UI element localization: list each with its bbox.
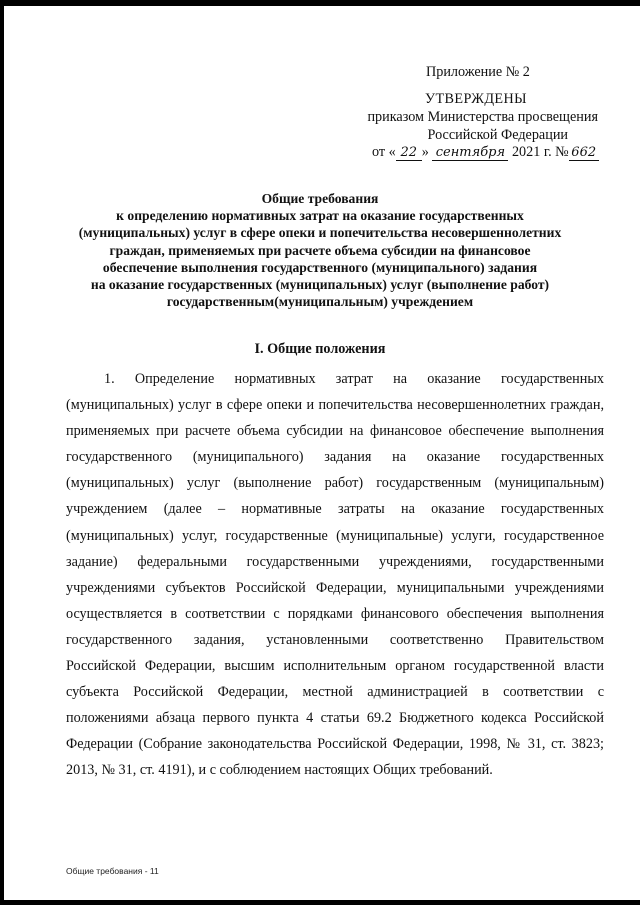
handwritten-day: 22 bbox=[396, 145, 422, 161]
order-organization: Российской Федерации bbox=[427, 127, 568, 143]
page-footer: Общие требования - 11 bbox=[66, 866, 159, 876]
title-line: Общие требования bbox=[261, 191, 379, 206]
document-title bbox=[60, 190, 580, 310]
paragraph-1: 1. Определение нормативных затрат на оказание государственных (муниципальных) услуг в сфере опеки и попечительства несовершеннолетних граждан, применяемых при расчете объема субсидии на финансовое обеспечение выполнения государственного (муниципального) задания на оказание государственных (муниципальных) услуг (выполнение работ) государственным (муниципальным) учреждением (далее – нормативные затраты на оказание государственных (муниципальных) услуг, государственные (муниципальные) услуги, государственное задание) федеральными государственными учреждениями, государственными учреждениями субъектов Российской Федерации, муниципальными учреждениями осуществляется в соответствии с порядками финансового обеспечения выполнения государственного задания, установленными соответственно Правительством Российской Федерации, высшим исполнительным органом государственной власти субъекта Российской Федерации, местной администрацией в соответствии с положениями абзаца первого пункта 4 статьи 69.2 Бюджетного кодекса Российской Федерации (Собрание законодательства Российской Федерации, 1998, № 31, ст. 3823; 2013, № 31, ст. 4191), и с соблюдением настоящих Общих требований. bbox=[66, 371, 604, 779]
title-line: (муниципальных) услуг в сфере опеки и попечительства несовершеннолетних bbox=[78, 225, 562, 241]
order-line: приказом Министерства просвещения bbox=[367, 109, 598, 125]
date-mid: » bbox=[421, 144, 433, 160]
scan-border-top bbox=[0, 0, 640, 6]
handwritten-month: сентября bbox=[432, 145, 508, 161]
title-line: к определению нормативных затрат на оказание государственных bbox=[116, 208, 524, 224]
title-line: на оказание государственных (муниципальных) услуг (выполнение работ) bbox=[90, 277, 550, 293]
title-line: граждан, применяемых при расчете объема субсидии на финансовое bbox=[109, 242, 531, 258]
approved-label: УТВЕРЖДЕНЫ bbox=[425, 91, 527, 107]
date-year: 2021 г. № bbox=[508, 144, 569, 160]
appendix-label: Приложение № 2 bbox=[426, 64, 530, 80]
order-date bbox=[372, 144, 599, 161]
scan-border-left bbox=[0, 0, 4, 905]
section-heading: I. Общие положения bbox=[254, 341, 386, 357]
handwritten-order-number: 662 bbox=[569, 145, 599, 161]
title-line: обеспечение выполнения государственного (муниципального) задания bbox=[102, 259, 538, 275]
date-prefix: от « bbox=[372, 144, 396, 160]
scan-border-bottom bbox=[0, 900, 640, 905]
title-line: государственным(муниципальным) учреждением bbox=[166, 294, 474, 310]
